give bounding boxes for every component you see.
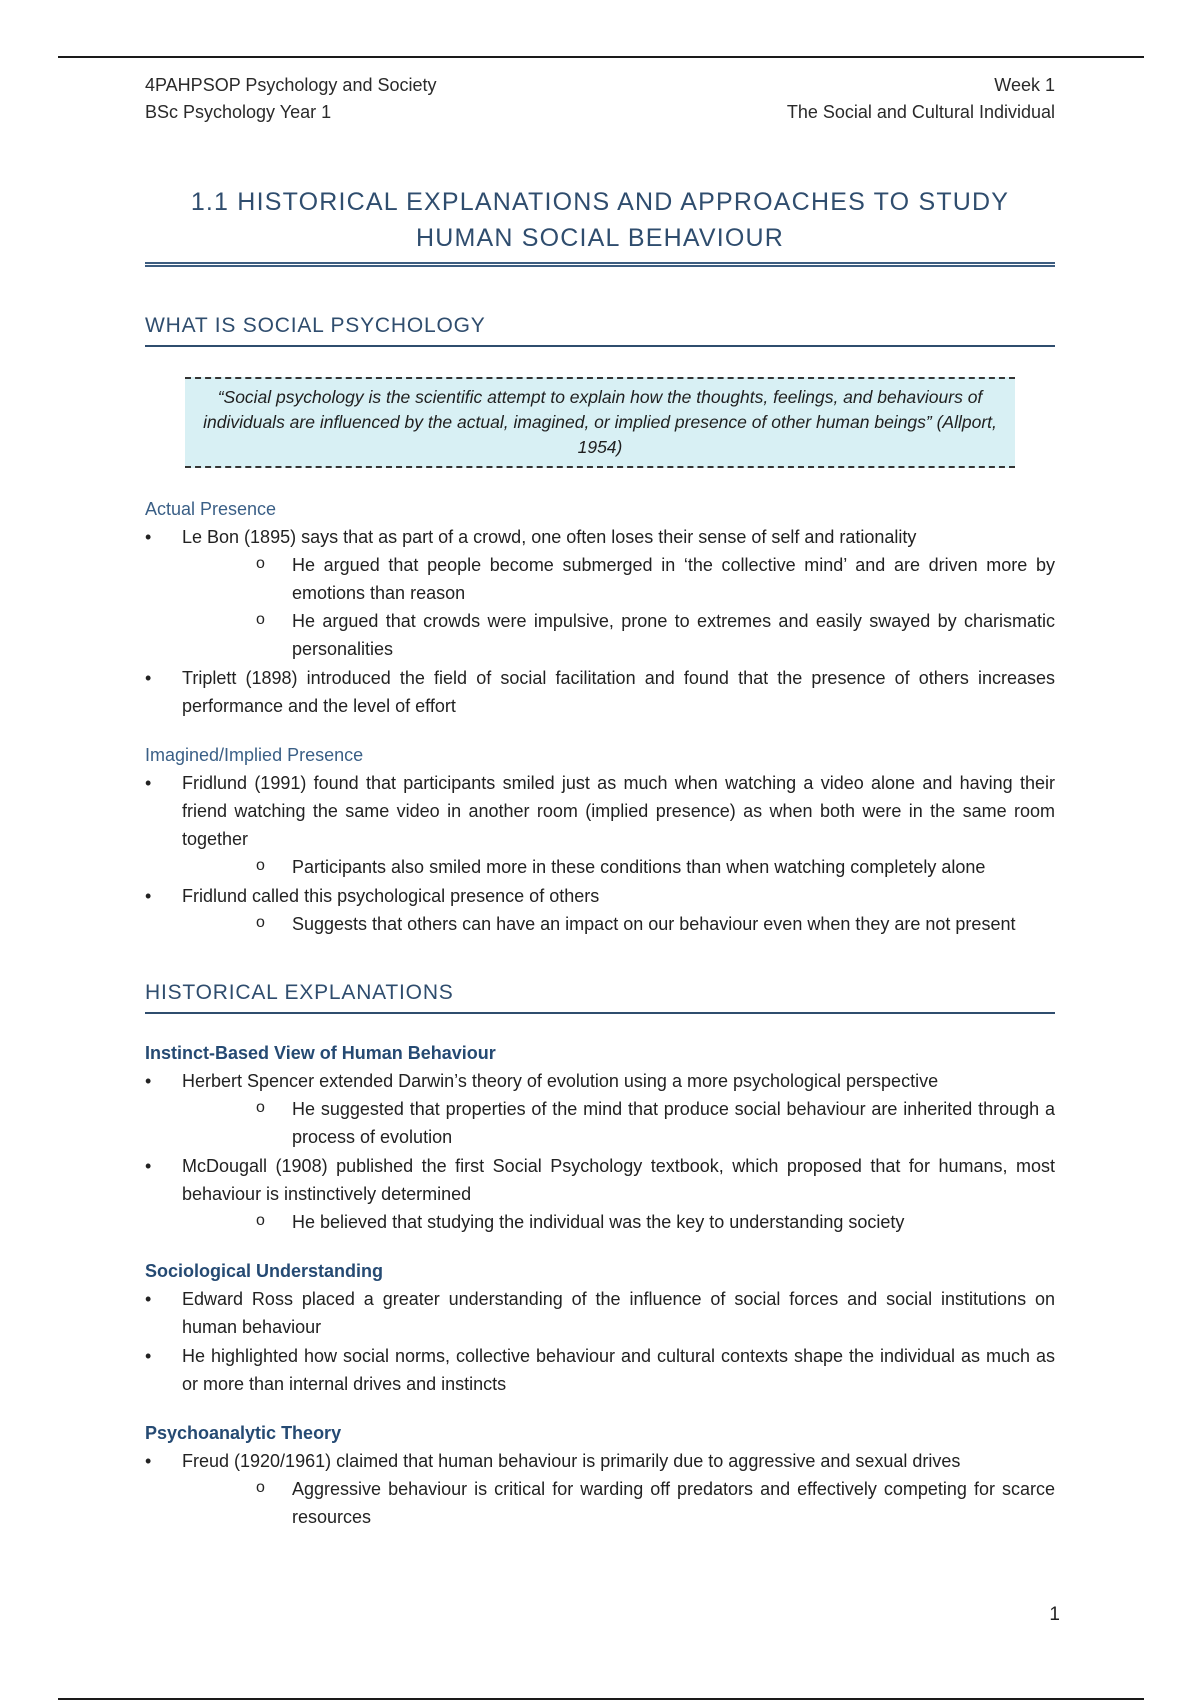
sub-list <box>182 1095 1055 1151</box>
course-year: BSc Psychology Year 1 <box>145 102 332 122</box>
allport-quote: “Social psychology is the scientific attempt to explain how the thoughts, feelings, and behaviours of individuals are influenced by the actual, imagined, or implied presence of other human beings” (Allport, 1954) <box>185 377 1015 468</box>
sub-list <box>182 1475 1055 1531</box>
page-header <box>145 72 1055 126</box>
sub-list <box>182 1208 1055 1236</box>
sociological-list <box>145 1285 1055 1398</box>
instinct-list <box>145 1067 1055 1236</box>
title-line-1: 1.1 HISTORICAL EXPLANATIONS AND APPROACHES TO STUDY <box>190 188 1010 216</box>
list-item: • Le Bon (1895) says that as part of a crowd, one often loses their sense of self and rationality o He argued that people become submerged in ‘the collective mind’ and are driven more by emotions than reason o He argued that crowds were impulsive, prone to extremes and easily swayed by charismatic personalities <box>145 523 1055 663</box>
list-item: • Herbert Spencer extended Darwin’s theory of evolution using a more psychological perspective o He suggested that properties of the mind that produce social behaviour are inherited through a process of evolution <box>145 1067 1055 1151</box>
sub-list-item: o Aggressive behaviour is critical for warding off predators and effectively competing for scarce resources <box>182 1475 1055 1531</box>
header-left <box>145 72 437 126</box>
list-item: • Freud (1920/1961) claimed that human behaviour is primarily due to aggressive and sexual drives o Aggressive behaviour is critical for warding off predators and effectively competing for scarce resources <box>145 1447 1055 1531</box>
week-topic: The Social and Cultural Individual <box>786 102 1055 122</box>
list-item: • Fridlund called this psychological presence of others o Suggests that others can have an impact on our behaviour even when they are not present <box>145 882 1055 938</box>
sub-list-item: o He argued that people become submerged in ‘the collective mind’ and are driven more by emotions than reason <box>182 551 1055 607</box>
subheading-psychoanalytic: Psychoanalytic Theory <box>145 1423 342 1443</box>
sub-list-item: o Participants also smiled more in these conditions than when watching completely alone <box>182 853 1055 881</box>
section-heading-social-psychology: WHAT IS SOCIAL PSYCHOLOGY <box>145 311 1055 347</box>
list-item: • Fridlund (1991) found that participants smiled just as much when watching a video alone and having their friend watching the same video in another room (implied presence) as when both were in the same room together o Participants also smiled more in these conditions than when watching completely alone <box>145 769 1055 881</box>
subheading-imagined-presence: Imagined/Implied Presence <box>145 745 364 765</box>
section-heading-historical-explanations: HISTORICAL EXPLANATIONS <box>145 978 1055 1014</box>
sub-list-item: o He believed that studying the individual was the key to understanding society <box>182 1208 1055 1236</box>
list-item: • He highlighted how social norms, collective behaviour and cultural contexts shape the individual as much as or more than internal drives and instincts <box>145 1342 1055 1398</box>
list-item: • Triplett (1898) introduced the field of social facilitation and found that the presence of others increases performance and the level of effort <box>145 664 1055 720</box>
subheading-sociological: Sociological Understanding <box>145 1261 384 1281</box>
title-double-rule <box>145 262 1055 267</box>
sub-list-item: o He argued that crowds were impulsive, prone to extremes and easily swayed by charismatic personalities <box>182 607 1055 663</box>
subheading-instinct-based: Instinct-Based View of Human Behaviour <box>145 1043 496 1063</box>
imagined-presence-list <box>145 769 1055 938</box>
sub-list <box>182 551 1055 663</box>
header-right <box>787 72 1055 126</box>
page-content <box>145 72 1055 1531</box>
document-title <box>145 184 1055 262</box>
top-rule <box>58 56 1144 58</box>
week-label: Week 1 <box>994 75 1055 95</box>
subheading-actual-presence: Actual Presence <box>145 499 277 519</box>
list-item: • McDougall (1908) published the first Social Psychology textbook, which proposed that for humans, most behaviour is instinctively determined o He believed that studying the individual was the key to understanding society <box>145 1152 1055 1236</box>
actual-presence-list <box>145 523 1055 720</box>
page-number: 1 <box>1049 1604 1060 1625</box>
sub-list-item: o Suggests that others can have an impact on our behaviour even when they are not present <box>182 910 1055 938</box>
psychoanalytic-list <box>145 1447 1055 1531</box>
list-item: • Edward Ross placed a greater understanding of the influence of social forces and social institutions on human behaviour <box>145 1285 1055 1341</box>
course-code: 4PAHPSOP Psychology and Society <box>145 75 437 95</box>
sub-list <box>182 910 1055 938</box>
sub-list-item: o He suggested that properties of the mind that produce social behaviour are inherited through a process of evolution <box>182 1095 1055 1151</box>
title-line-2: HUMAN SOCIAL BEHAVIOUR <box>415 224 785 252</box>
sub-list <box>182 853 1055 881</box>
